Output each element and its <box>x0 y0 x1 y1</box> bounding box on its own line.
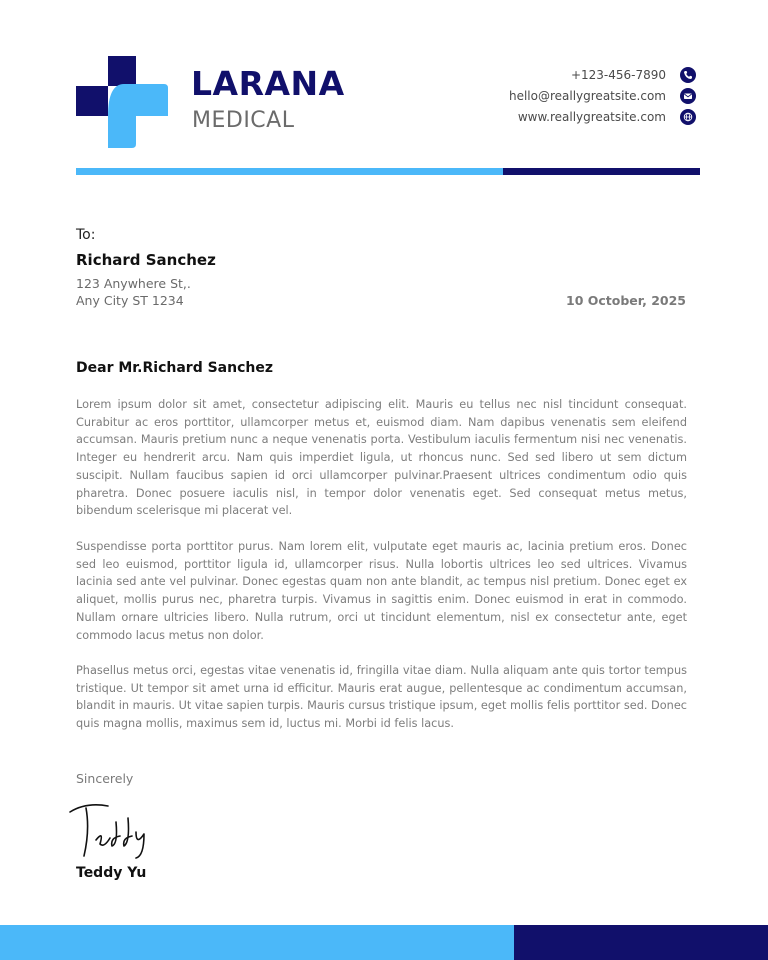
mail-icon <box>680 88 696 104</box>
closing: Sincerely <box>76 771 134 786</box>
body-paragraph-3: Phasellus metus orci, egestas vitae venenatis id, fringilla vitae diam. Nulla aliquam ante quis tortor tempus tristique. Ut tempor sit amet urna id efficitur. Mauris erat augue, pellentesque ac condimentum accumsan, blandit in mauris. Ut vitae sapien turpis. Mauris cursus tristique ipsum, eget mollis felis porttitor sed. Donec quis magna mollis, maximus sem id, luctus mi. Morbi id felis lacus. <box>76 664 687 731</box>
recipient-address-line1: 123 Anywhere St,. <box>76 276 191 291</box>
contact-website[interactable]: www.reallygreatsite.com <box>517 110 666 124</box>
letter-date: 10 October, 2025 <box>566 293 686 308</box>
header-divider-dark <box>503 168 700 175</box>
body-paragraph-2: Suspendisse porta porttitor purus. Nam lorem elit, vulputate eget mauris ac, lacinia pretium eros. Donec sed leo euismod, porttitor ligula id, ullamcorper risus. Nulla lobortis ultrices leo sed ultrices. Vivamus lacinia sed ante vel pulvinar. Donec egestas quam non ante blandit, ac tempus nisl pretium. Donec eget ex aliquet, mollis purus nec, pharetra turpis. Vivamus in sagittis enim. Donec euismod in erat in commodo. Nullam ornare ultricies libero. Nulla rutrum, orci ut tincidunt elementum, nisl ex consectetur ante, eget commodo lacus metus non dolor. <box>76 540 687 642</box>
salutation: Dear Mr.Richard Sanchez <box>76 360 273 376</box>
contact-phone-row <box>509 67 696 83</box>
to-label: To: <box>76 227 96 243</box>
recipient-name: Richard Sanchez <box>76 251 216 269</box>
phone-icon <box>680 67 696 83</box>
signer-name: Teddy Yu <box>76 865 147 881</box>
contact-email[interactable]: hello@reallygreatsite.com <box>508 89 666 103</box>
footer-bar-light <box>0 925 514 960</box>
body-paragraph-1: Lorem ipsum dolor sit amet, consectetur adipiscing elit. Mauris eu tellus nec nisl tincidunt consequat. Curabitur ac eros porttitor, ullamcorper metus et, euismod diam. Nam dapibus venenatis sem eleifend accumsan. Mauris pretium nunc a neque venenatis porta. Vestibulum iaculis fermentum nisi nec venenatis. Integer eu hendrerit arcu. Nam quis imperdiet ligula, ut rhoncus nunc. Sed sed libero ut sem dictum suscipit. Nullam faucibus sapien id orci ullamcorper pulvinar.Praesent ultrices condimentum odio quis pharetra. Donec posuere iaculis nisl, in tempor dolor venenatis eget. Sed consequat metus metus, bibendum scelerisque mi placerat vel. <box>76 398 687 518</box>
logo-cross-light <box>108 84 168 148</box>
contact-phone[interactable]: +123-456-7890 <box>570 68 666 82</box>
brand-name: LARANA <box>191 64 345 103</box>
footer-bar-dark <box>514 925 768 960</box>
header-divider-light <box>76 168 503 175</box>
contact-website-row <box>509 109 696 125</box>
contact-email-row <box>509 88 696 104</box>
recipient-address-line2: Any City ST 1234 <box>76 293 184 308</box>
brand-subtitle: MEDICAL <box>192 108 295 133</box>
signature <box>66 800 156 860</box>
contact-block <box>509 67 696 130</box>
globe-icon <box>680 109 696 125</box>
larana-medical-logo <box>76 56 168 148</box>
